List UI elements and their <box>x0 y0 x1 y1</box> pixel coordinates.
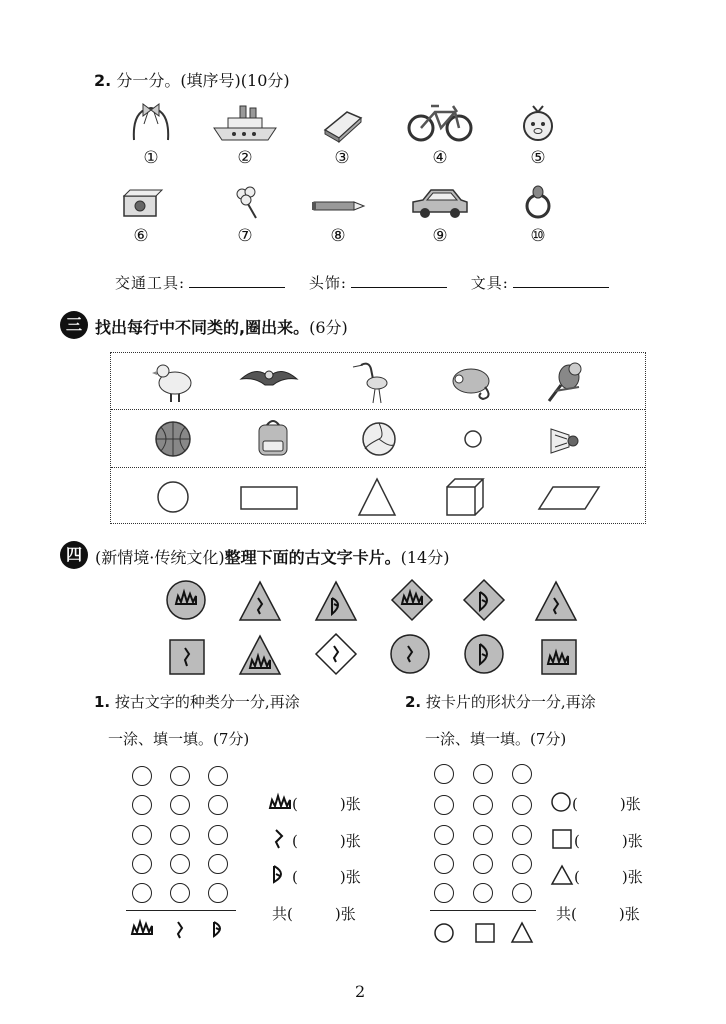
sub1-prompt <box>94 683 300 721</box>
card-triangle-moon <box>316 582 356 620</box>
bicycle-icon <box>405 100 475 144</box>
odd-one-out-grid <box>110 352 646 524</box>
bubble[interactable] <box>170 795 190 815</box>
q2-number: 2. <box>94 71 112 90</box>
bubble[interactable] <box>473 854 493 874</box>
bubble[interactable] <box>512 795 532 815</box>
unit-label: )张 <box>621 868 643 886</box>
card-diamond-fire <box>392 580 432 620</box>
bubble[interactable] <box>434 883 454 903</box>
bubble[interactable] <box>208 766 228 786</box>
char-axis-labels <box>126 916 236 940</box>
eagle-icon[interactable] <box>239 357 299 405</box>
parrot-icon[interactable] <box>535 357 595 405</box>
answer-blank-transport[interactable] <box>189 273 285 288</box>
water-char-icon <box>178 922 182 938</box>
section4-title <box>95 545 449 568</box>
unit-label: )张 <box>621 832 643 850</box>
section-badge: 三 <box>60 311 88 339</box>
backpack-icon[interactable] <box>251 415 311 463</box>
unit-label: )张 <box>339 795 361 813</box>
bubble[interactable] <box>512 883 532 903</box>
bubble[interactable] <box>434 795 454 815</box>
triangle-shape[interactable] <box>353 473 413 521</box>
unit-label: )张 <box>618 905 640 923</box>
item-number: ⑤ <box>530 148 546 168</box>
moon-char-icon <box>214 922 220 936</box>
answer-blank-stationery[interactable] <box>513 273 609 288</box>
headband-icon <box>126 100 176 144</box>
triangle-shape-icon <box>550 864 574 886</box>
bubble[interactable] <box>132 766 152 786</box>
sharpener-icon <box>116 182 166 222</box>
open-paren: ( <box>292 795 298 813</box>
q2-text: 分一分。(填序号)(10分) <box>116 71 290 90</box>
unit-label: )张 <box>339 868 361 886</box>
bubble[interactable] <box>132 825 152 845</box>
chicken-icon[interactable] <box>145 357 205 405</box>
moon-char-icon <box>270 864 290 886</box>
total-label: 共( <box>556 905 577 923</box>
parallelogram-shape[interactable] <box>537 473 603 521</box>
card-triangle-water-2 <box>536 582 576 620</box>
sub2-prompt <box>405 683 596 721</box>
shape-axis-labels <box>430 920 540 946</box>
bubble[interactable] <box>208 825 228 845</box>
circle-shape-icon <box>550 791 572 813</box>
fire-char-icon <box>268 792 292 812</box>
bubble[interactable] <box>132 795 152 815</box>
q2-title <box>94 68 290 91</box>
item-number: ⑥ <box>133 226 149 246</box>
square-shape-icon <box>476 924 494 942</box>
open-paren: ( <box>572 795 578 813</box>
bubble[interactable] <box>208 854 228 874</box>
bubble[interactable] <box>132 883 152 903</box>
bubble[interactable] <box>473 764 493 784</box>
card-square-water <box>170 640 204 674</box>
category-label-transport: 交通工具: <box>115 274 186 292</box>
sub2-line1: 按卡片的形状分一分,再涂 <box>425 693 596 711</box>
bubble[interactable] <box>512 764 532 784</box>
grid-row-shapes <box>111 469 645 523</box>
item-3 <box>307 100 377 168</box>
item-number: ② <box>237 148 253 168</box>
count-circle[interactable] <box>572 793 641 814</box>
circle-shape[interactable] <box>149 473 209 521</box>
item-1 <box>116 100 186 168</box>
item-7 <box>210 182 280 246</box>
sub1-line1: 按古文字的种类分一分,再涂 <box>114 693 300 711</box>
item-number: ③ <box>334 148 350 168</box>
card-square-fire <box>542 640 576 674</box>
bubble[interactable] <box>512 825 532 845</box>
bubble[interactable] <box>473 883 493 903</box>
count-total-2[interactable] <box>556 903 640 924</box>
grid-row-birds <box>111 353 645 410</box>
open-paren: ( <box>574 868 580 886</box>
page-number: 2 <box>355 982 366 1001</box>
open-paren: ( <box>292 868 298 886</box>
count-square[interactable] <box>574 830 643 851</box>
item-number: ⑩ <box>530 226 546 246</box>
count-moon[interactable] <box>292 866 361 887</box>
cube-shape[interactable] <box>441 473 501 521</box>
bubble[interactable] <box>170 766 190 786</box>
pencil-icon <box>308 182 368 222</box>
item-number: ① <box>143 148 159 168</box>
item-5 <box>503 100 573 168</box>
card-diamond-moon <box>464 580 504 620</box>
bubble[interactable] <box>170 883 190 903</box>
item-10 <box>503 182 573 246</box>
item-4 <box>405 100 475 168</box>
sub1-number: 1. <box>94 693 111 711</box>
card-triangle-fire <box>240 636 280 674</box>
count-triangle[interactable] <box>574 866 643 887</box>
sub1-line2: 一涂、填一填。(7分) <box>108 730 250 748</box>
unit-label: )张 <box>339 832 361 850</box>
ship-icon <box>210 100 280 144</box>
card-diamond-water <box>316 634 356 674</box>
ancient-char-cards <box>160 576 590 686</box>
bubble[interactable] <box>208 883 228 903</box>
count-water[interactable] <box>292 830 361 851</box>
section4-title-text: 整理下面的古文字卡片。 <box>224 548 401 567</box>
unit-label: )张 <box>334 905 356 923</box>
item-number: ④ <box>432 148 448 168</box>
item-number: ⑨ <box>432 226 448 246</box>
category-label-stationery: 文具: <box>470 274 509 292</box>
volleyball-icon[interactable] <box>355 415 415 463</box>
water-char-icon <box>270 828 290 850</box>
bubble[interactable] <box>434 854 454 874</box>
item-8 <box>303 182 373 246</box>
item-2 <box>210 100 280 168</box>
item-6 <box>106 182 176 246</box>
basketball-icon[interactable] <box>149 415 209 463</box>
circle-shape-icon <box>435 924 453 942</box>
baseline <box>430 910 536 911</box>
card-triangle-water <box>240 582 280 620</box>
square-shape-icon <box>551 828 573 850</box>
section4-tag: (新情境·传统文化) <box>95 548 225 567</box>
category-label-headwear: 头饰: <box>308 274 347 292</box>
open-paren: ( <box>292 832 298 850</box>
count-fire[interactable] <box>292 793 361 814</box>
hair-ring-icon <box>513 182 563 222</box>
item-number: ⑧ <box>330 226 346 246</box>
unit-label: )张 <box>619 795 641 813</box>
triangle-shape-icon <box>512 923 532 942</box>
heron-icon[interactable] <box>343 357 403 405</box>
section3-points: (6分) <box>309 318 348 337</box>
total-label: 共( <box>272 905 293 923</box>
bubble[interactable] <box>434 764 454 784</box>
card-circle-water <box>391 635 429 673</box>
sub2-number: 2. <box>405 693 422 711</box>
bubble[interactable] <box>208 795 228 815</box>
answer-blank-headwear[interactable] <box>351 273 447 288</box>
bubble[interactable] <box>473 795 493 815</box>
section-badge: 四 <box>60 541 88 569</box>
hair-tie-icon <box>513 100 563 144</box>
count-total-1[interactable] <box>272 903 356 924</box>
bubble[interactable] <box>170 825 190 845</box>
item-number: ⑦ <box>237 226 253 246</box>
shuttlecock-icon[interactable] <box>541 415 601 463</box>
chameleon-icon[interactable] <box>439 357 499 405</box>
hairclip-icon <box>220 182 270 222</box>
section3-title-text: 找出每行中不同类的,圈出来。 <box>95 318 310 337</box>
item-9 <box>405 182 475 246</box>
sub2-line2: 一涂、填一填。(7分) <box>425 730 567 748</box>
bubble[interactable] <box>512 854 532 874</box>
bubble[interactable] <box>132 854 152 874</box>
card-circle-fire <box>167 581 205 619</box>
category-blanks <box>115 272 627 293</box>
bubble[interactable] <box>434 825 454 845</box>
eraser-icon <box>317 100 367 144</box>
card-circle-moon <box>465 635 503 673</box>
baseline <box>126 910 236 911</box>
rectangle-shape[interactable] <box>239 473 303 521</box>
grid-row-balls <box>111 411 645 468</box>
car-icon <box>407 182 473 222</box>
bubble[interactable] <box>170 854 190 874</box>
pingpong-ball-icon[interactable] <box>449 415 509 463</box>
bubble[interactable] <box>473 825 493 845</box>
open-paren: ( <box>574 832 580 850</box>
section3-title <box>95 315 348 338</box>
fire-char-icon <box>132 922 152 934</box>
section4-points: (14分) <box>400 548 450 567</box>
